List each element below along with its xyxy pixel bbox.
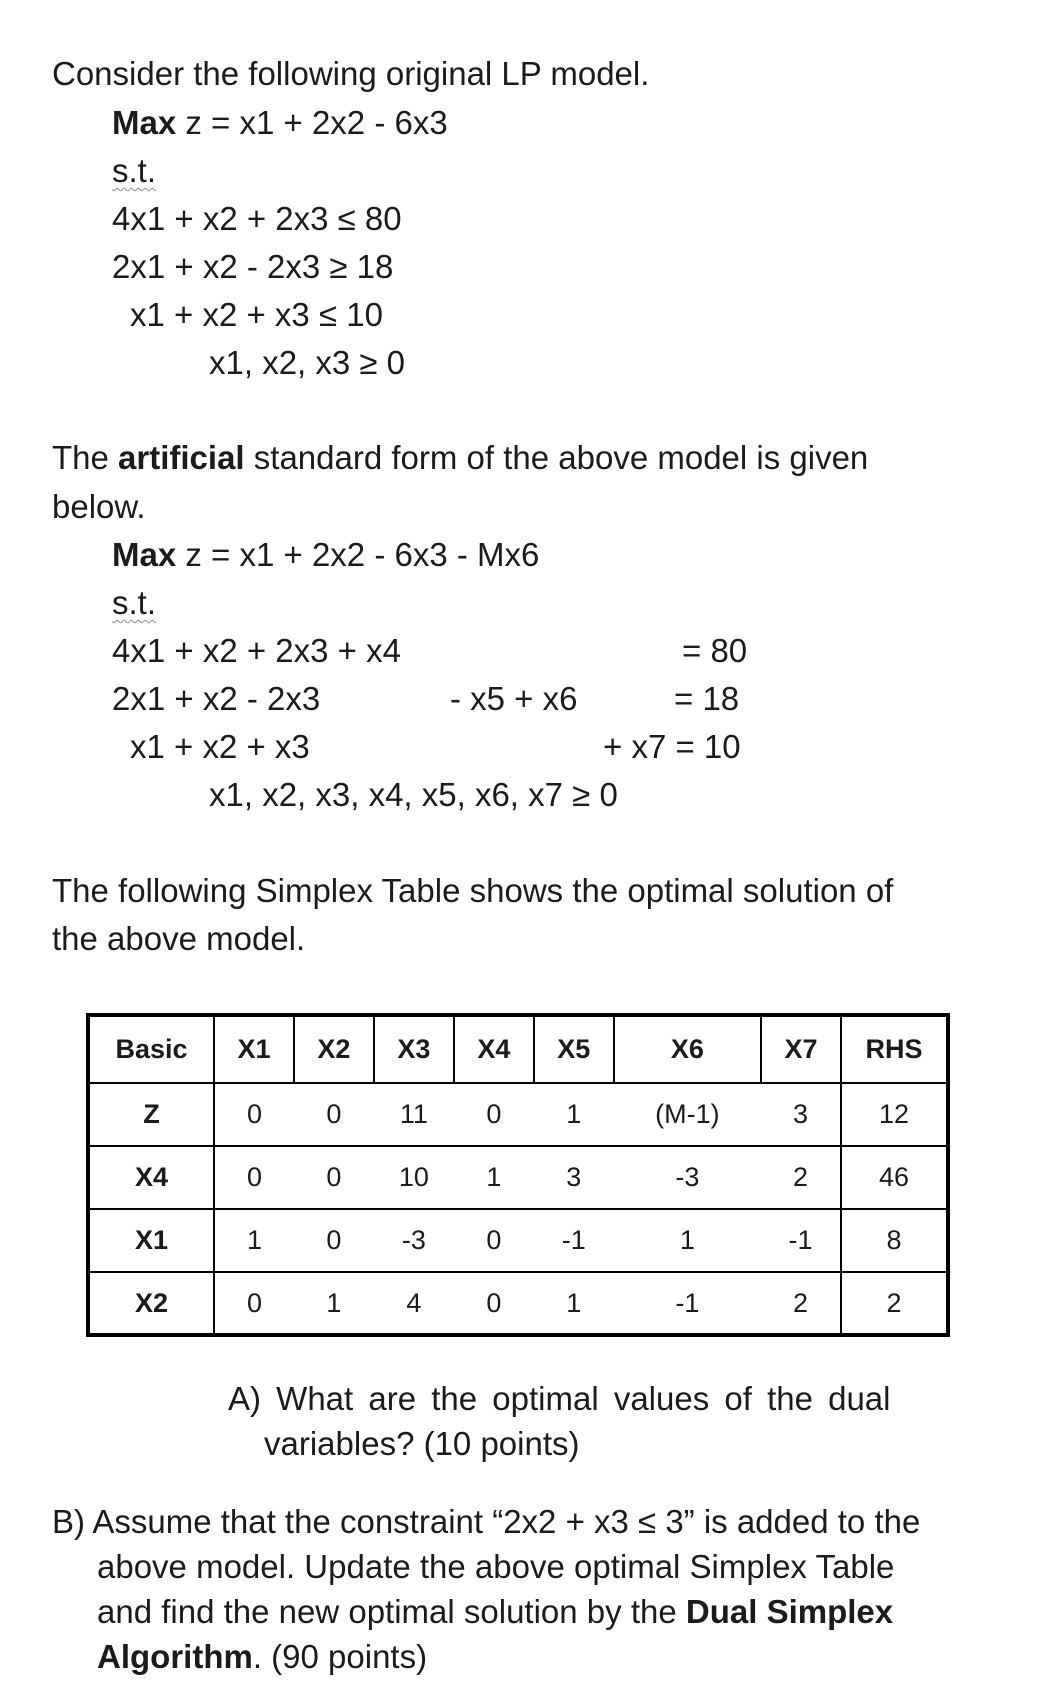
subject-to-label: s.t. [112, 152, 157, 189]
artificial-constraint-3-right: + x7 = 10 [603, 728, 741, 765]
intro-text: Consider the following original LP model. [52, 55, 650, 92]
header-x6: X6 [614, 1015, 761, 1083]
max-label: Max [112, 536, 177, 573]
original-objective [112, 106, 448, 139]
question-b-line3: and find the new optimal solution by the Dual Simplex [97, 1593, 894, 1630]
objective-function: z = x1 + 2x2 - 6x3 [176, 104, 448, 141]
artificial-intro-line1: The artificial standard form of the above model is given [52, 439, 869, 476]
artificial-nonnegativity: x1, x2, x3, x4, x5, x6, x7 ≥ 0 [209, 776, 618, 813]
table-intro-line1: The following Simplex Table shows the optimal solution of [52, 872, 894, 909]
header-x7: X7 [784, 1034, 818, 1064]
objective-function: z = x1 + 2x2 - 6x3 - Mx6 [176, 536, 540, 573]
table-row: X2 0 1 4 0 1 -1 2 2 [88, 1272, 948, 1335]
artificial-objective [112, 538, 539, 571]
max-label: Max [112, 104, 177, 141]
artificial-constraint-3-left: x1 + x2 + x3 [130, 728, 310, 765]
original-constraint-3: x1 + x2 + x3 ≤ 10 [130, 296, 383, 333]
question-a-line2: variables? (10 points) [264, 1425, 580, 1462]
original-nonnegativity: x1, x2, x3 ≥ 0 [209, 344, 406, 381]
question-a-line1: A) What are the optimal values of the dual [228, 1380, 891, 1417]
question-b-line1: B) Assume that the constraint “2x2 + x3 ≤ 3” is added to the [52, 1503, 921, 1540]
artificial-constraint-2-mid: - x5 + x6 [450, 680, 578, 717]
header-x3: X3 [374, 1015, 454, 1083]
header-rhs: RHS [841, 1015, 948, 1083]
table-header-row [88, 1015, 948, 1083]
artificial-constraint-2-left: 2x1 + x2 - 2x3 [112, 680, 321, 717]
header-x2: X2 [294, 1015, 374, 1083]
original-constraint-2: 2x1 + x2 - 2x3 ≥ 18 [112, 248, 394, 285]
artificial-intro-line2: below. [52, 488, 146, 525]
table-row: Z 0 0 11 0 1 (M-1) 3 12 [88, 1083, 948, 1146]
artificial-constraint-1-left: 4x1 + x2 + 2x3 + x4 [112, 632, 401, 669]
table-row: X4 0 0 10 1 3 -3 2 46 [88, 1146, 948, 1209]
artificial-constraint-1-right: = 80 [682, 632, 748, 669]
header-x5: X5 [534, 1015, 614, 1083]
original-constraint-1: 4x1 + x2 + 2x3 ≤ 80 [112, 200, 402, 237]
question-b-line2: above model. Update the above optimal Simplex Table [97, 1548, 895, 1585]
table-row: X1 1 0 -3 0 -1 1 -1 8 [88, 1209, 948, 1272]
header-x1: X1 [214, 1015, 294, 1083]
table-intro-line2: the above model. [52, 920, 306, 957]
simplex-table [86, 1013, 950, 1337]
subject-to-label: s.t. [112, 584, 157, 621]
question-b-line4: Algorithm. (90 points) [97, 1638, 428, 1675]
header-x4: X4 [454, 1015, 534, 1083]
artificial-constraint-2-right: = 18 [674, 680, 740, 717]
header-basic: Basic [88, 1015, 214, 1083]
